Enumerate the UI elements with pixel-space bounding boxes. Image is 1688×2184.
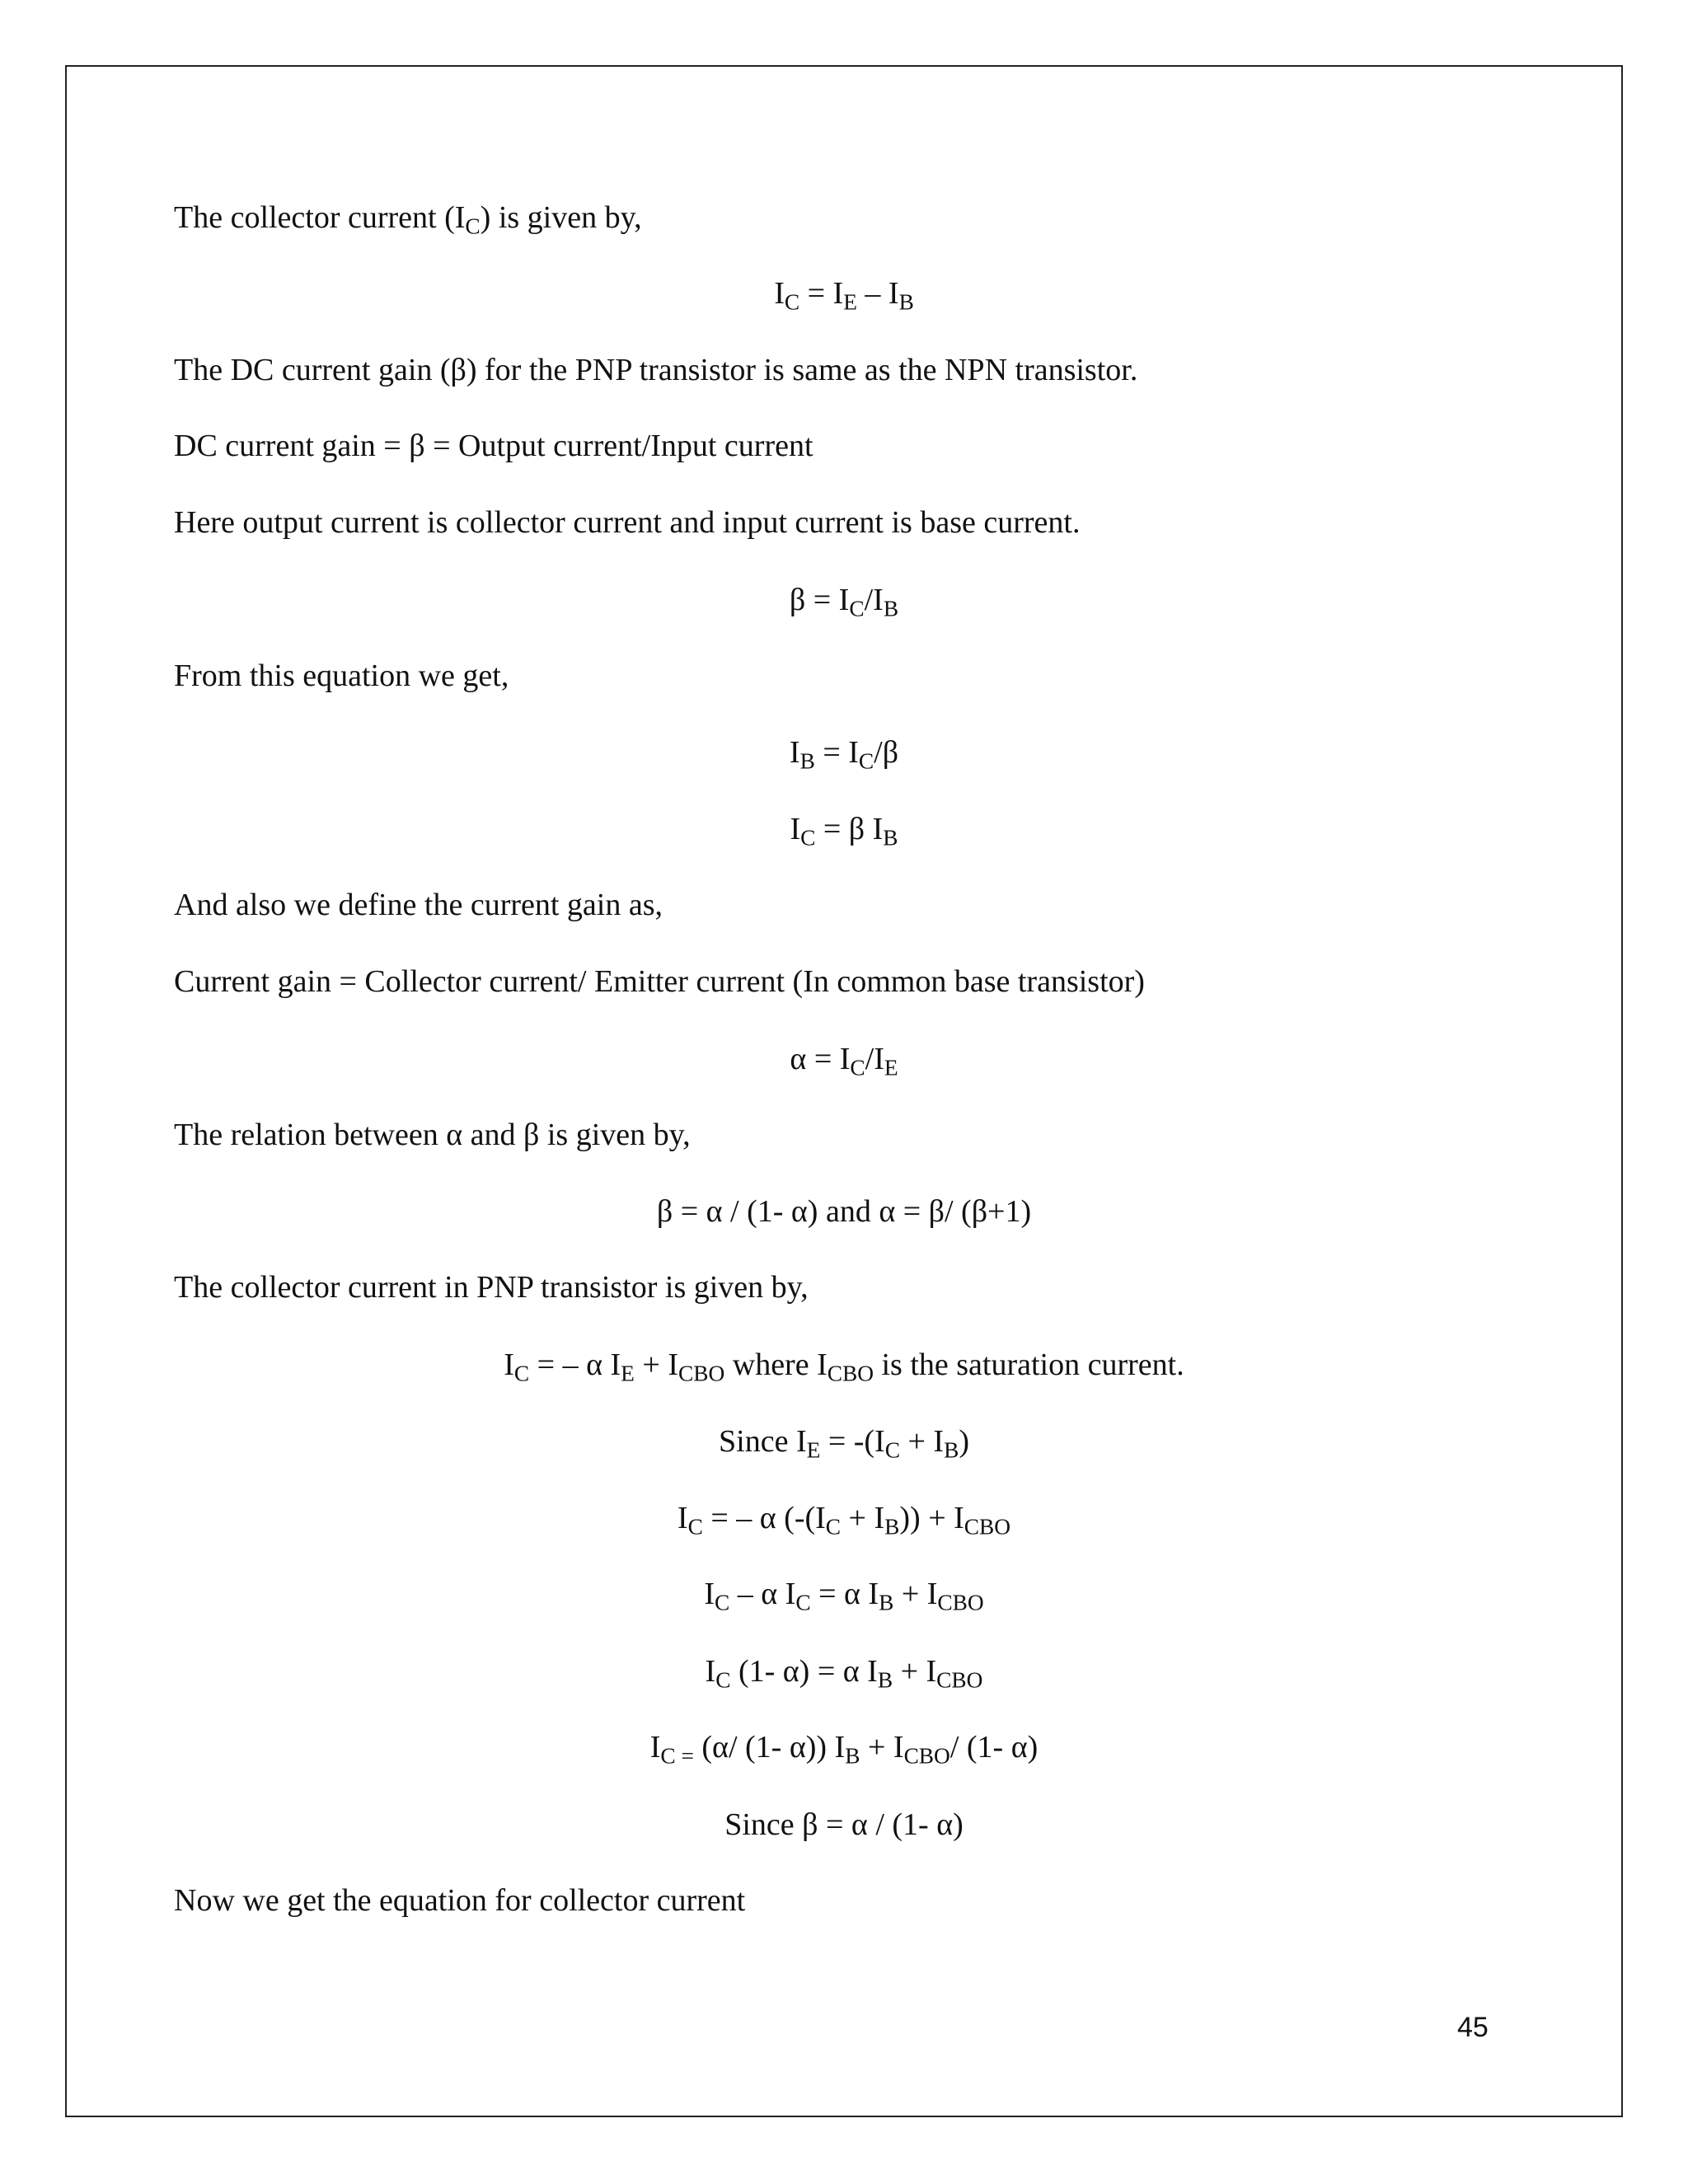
text-line (174, 1115, 691, 1155)
text-run: ) is given by, (480, 200, 642, 235)
text-run: The collector current (I (174, 200, 466, 235)
text-run: (α/ (1- α)) I (693, 1730, 846, 1765)
subscript: C (884, 1437, 900, 1463)
text-run: Current gain = Collector current/ Emitter current (In common base transistor) (174, 964, 1145, 999)
subscript: C (715, 1667, 731, 1693)
equation-line (0, 809, 1688, 849)
subscript: C (850, 1055, 865, 1080)
equation-line (0, 733, 1688, 772)
equation-line (0, 1039, 1688, 1079)
subscript: C (513, 1361, 530, 1386)
text-run: And also we define the current gain as, (174, 888, 663, 922)
text-line (174, 1881, 745, 1920)
text-line (174, 198, 642, 237)
text-line (174, 885, 663, 925)
subscript: B (883, 596, 899, 621)
subscript: E (843, 289, 857, 315)
subscript: B (944, 1437, 959, 1463)
text-run: + I (899, 1424, 945, 1459)
text-run: I (705, 1654, 716, 1689)
text-run: is the saturation current. (874, 1347, 1184, 1382)
text-run: The DC current gain (β) for the PNP transistor is same as the NPN transistor. (174, 353, 1138, 387)
subscript: B (879, 1590, 894, 1615)
equation-line (0, 1192, 1688, 1231)
text-run: I (649, 1730, 661, 1765)
text-run: = – α (-(I (702, 1501, 826, 1535)
text-run: = α I (810, 1577, 879, 1611)
equation-line (0, 274, 1688, 313)
text-run: α = I (790, 1042, 851, 1076)
subscript: C (825, 1514, 842, 1540)
text-run: /I (865, 1042, 884, 1076)
text-run: = I (814, 735, 859, 770)
subscript: E (806, 1437, 821, 1463)
text-run: /I (864, 583, 884, 617)
text-run: DC current gain = β = Output current/Input current (174, 429, 814, 463)
equation-line (0, 1422, 1688, 1461)
text-run: I (504, 1347, 514, 1382)
subscript: C = (660, 1743, 694, 1769)
text-run: The collector current in PNP transistor is given by, (174, 1270, 809, 1305)
text-line (174, 656, 509, 696)
text-run: )) + I (899, 1501, 964, 1535)
text-run: = – α I (529, 1347, 621, 1382)
text-run: = β I (815, 812, 884, 846)
text-run: I (790, 812, 801, 846)
subscript: CBO (678, 1361, 725, 1386)
text-run: /β (874, 735, 899, 770)
subscript: CBO (936, 1667, 983, 1693)
equation-line (0, 1498, 1688, 1538)
subscript: B (799, 748, 815, 774)
subscript: B (845, 1743, 860, 1769)
subscript: E (884, 1055, 898, 1080)
equation-line (0, 1652, 1688, 1691)
text-run: Now we get the equation for collector current (174, 1883, 746, 1918)
text-run: + I (841, 1501, 885, 1535)
subscript: C (784, 289, 800, 315)
text-run: + I (860, 1730, 904, 1765)
subscript: C (714, 1590, 730, 1615)
subscript: CBO (964, 1514, 1011, 1540)
subscript: C (687, 1514, 703, 1540)
text-run: Since I (719, 1424, 807, 1459)
text-line (174, 503, 1080, 542)
text-line (174, 350, 1137, 390)
equation-line (0, 580, 1688, 620)
text-run: = I (799, 276, 844, 311)
text-line (174, 426, 814, 466)
text-run: where I (724, 1347, 828, 1382)
text-run: I (774, 276, 785, 311)
subscript: E (621, 1361, 635, 1386)
equation-line (0, 1345, 1688, 1385)
equation-line (0, 1574, 1688, 1614)
page-number: 45 (1457, 2012, 1489, 2043)
text-run: I (704, 1577, 715, 1611)
text-run: (1- α) = α I (730, 1654, 878, 1689)
text-run: I (789, 735, 800, 770)
text-run: – α I (729, 1577, 796, 1611)
subscript: B (877, 1667, 893, 1693)
text-run: ) (959, 1424, 969, 1459)
subscript: C (849, 596, 865, 621)
text-run: = -(I (820, 1424, 885, 1459)
subscript: C (800, 825, 816, 851)
subscript: CBO (827, 1361, 874, 1386)
text-run: β = α / (1- α) and α = β/ (β+1) (656, 1194, 1032, 1229)
text-run: Here output current is collector current and input current is base current. (174, 505, 1081, 540)
text-run: / (1- α) (950, 1730, 1039, 1765)
text-run: Since β = α / (1- α) (724, 1807, 964, 1842)
subscript: C (465, 213, 481, 239)
subscript: C (795, 1590, 811, 1615)
subscript: B (884, 1514, 900, 1540)
text-run: + I (634, 1347, 678, 1382)
subscript: B (883, 825, 898, 851)
text-run: I (677, 1501, 688, 1535)
equation-line (0, 1727, 1688, 1767)
text-run: From this equation we get, (174, 658, 509, 693)
subscript: C (858, 748, 874, 774)
text-line (174, 962, 1145, 1001)
text-run: β = I (789, 583, 850, 617)
text-run: The relation between α and β is given by, (174, 1118, 691, 1152)
text-run: + I (893, 1577, 938, 1611)
text-run: + I (893, 1654, 937, 1689)
subscript: B (898, 289, 914, 315)
text-run: – I (856, 276, 899, 311)
equation-line (0, 1805, 1688, 1844)
subscript: CBO (903, 1743, 950, 1769)
subscript: CBO (937, 1590, 984, 1615)
text-line (174, 1268, 809, 1307)
